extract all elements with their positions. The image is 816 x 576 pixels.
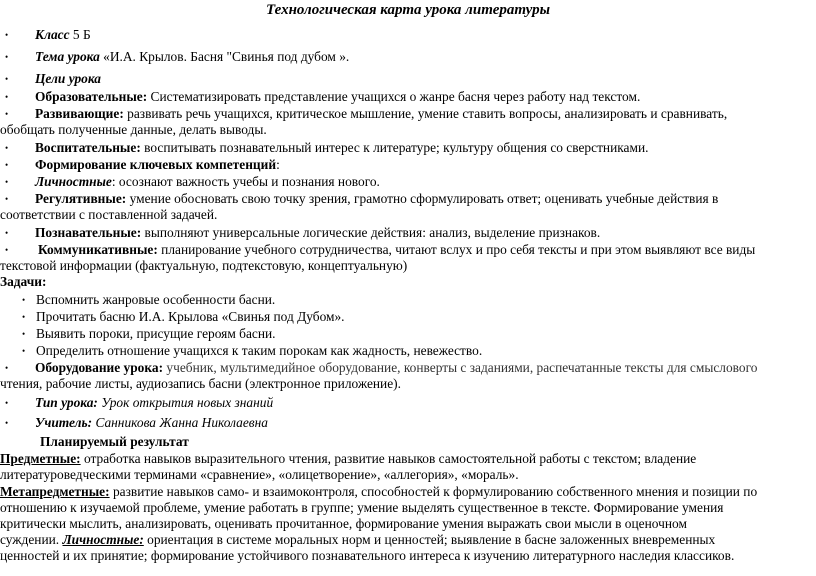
developing-goal: [0, 106, 816, 123]
metasubject-value-5: ценностей и их принятие; формирование устойчивого познавательного интереса к изучению литературного наследия классиков.: [0, 548, 735, 563]
personal-results-label: Личностные:: [62, 532, 144, 547]
metasubject-label: Метапредметные:: [0, 484, 110, 499]
regulative-line: [0, 191, 816, 208]
task-text: Прочитать басню И.А. Крылова «Свинья под Дубом».: [36, 309, 345, 324]
lesson-type-value: Урок открытия новых знаний: [97, 395, 274, 410]
teacher-label: Учитель:: [35, 415, 93, 430]
task-item: [0, 309, 816, 326]
personal-value: : осознают важность учебы и познания нового.: [111, 174, 380, 189]
equipment-value-1: учебник, мультимедийное оборудование, конверты с заданиями, распечатанные тексты для смыслового: [163, 360, 758, 375]
developing-value-2: обобщать полученные данные, делать выводы.: [0, 122, 267, 137]
personal-results-value: ориентация в системе моральных норм и ценностей; выявление в басне заложенных вневременных: [143, 532, 716, 547]
task-item: [0, 292, 816, 309]
teacher-line: [0, 415, 816, 432]
tasks-heading: Задачи:: [0, 274, 47, 289]
educational-value: Систематизировать представление учащихся о жанре басня через работу над текстом.: [147, 89, 641, 104]
bullet-icon: •: [22, 329, 26, 339]
bullet-icon: •: [5, 228, 9, 238]
document-title: Технологическая карта урока литературы: [265, 2, 551, 18]
cognitive-line: [0, 225, 816, 242]
educational-goal: [0, 89, 816, 106]
cognitive-value: выполняют универсальные логические действия: анализ, выделение признаков.: [141, 225, 601, 240]
bullet-icon: •: [5, 143, 9, 153]
lesson-type-line: [0, 395, 816, 412]
subject-value-1: отработка навыков выразительного чтения, развитие навыков самостоятельной работы с текстом; владение: [80, 451, 697, 466]
communicative-value-2: текстовой информации (фактуальную, подтекстовую, концептуальную): [0, 258, 408, 273]
educational-label: Образовательные:: [35, 89, 148, 104]
upbringing-value: воспитывать познавательный интерес к литературе; культуру общения со сверстниками.: [140, 140, 649, 155]
bullet-icon: •: [5, 363, 9, 373]
bullet-icon: •: [5, 74, 9, 84]
task-item: [0, 326, 816, 343]
equipment-value-2: чтения, рабочие листы, аудиозапись басни (электронное приложение).: [0, 376, 401, 391]
goals-label: Цели урока: [35, 71, 101, 86]
bullet-icon: •: [5, 109, 9, 119]
teacher-value: Санникова Жанна Николаевна: [92, 415, 268, 430]
class-value: 5 Б: [69, 27, 91, 42]
communicative-value-1: планирование учебного сотрудничества, читают вслух и про себя тексты и при этом выявляют все виды: [157, 242, 756, 257]
metasubject-results: [0, 484, 812, 501]
equipment-label: Оборудование урока:: [35, 360, 164, 375]
task-text: Вспомнить жанровые особенности басни.: [36, 292, 276, 307]
subject-results: [0, 451, 812, 468]
metasubject-value-3: критически мыслить, анализировать, оценивать прочитанное, формирование умения выражать свои мысли в оценочном: [0, 516, 687, 531]
regulative-value-2: соответствии с поставленной задачей.: [0, 207, 218, 222]
bullet-icon: •: [5, 398, 9, 408]
topic-line: [0, 49, 816, 66]
lesson-type-label: Тип урока:: [35, 395, 98, 410]
cognitive-label: Познавательные:: [35, 225, 142, 240]
communicative-label: Коммуникативные:: [38, 242, 158, 257]
bullet-icon: •: [5, 52, 9, 62]
personal-line: [0, 174, 816, 191]
developing-value-1: развивать речь учащихся, критическое мышление, умение ставить вопросы, анализировать и сравнивать,: [123, 106, 728, 121]
topic-value: «И.А. Крылов. Басня "Свинья под дубом ».: [99, 49, 350, 64]
upbringing-goal: [0, 140, 816, 157]
bullet-icon: •: [22, 312, 26, 322]
regulative-label: Регулятивные:: [35, 191, 127, 206]
metasubject-value-2: отношению к изучаемой проблеме, умение работать в группе; умение выделять существенное в тексте. Формирование умения: [0, 500, 724, 515]
metasubject-value-1: развитие навыков само- и взаимоконтроля, способностей к формулированию собственного мнения и позиции по: [109, 484, 758, 499]
task-text: Выявить пороки, присущие героям басни.: [36, 326, 276, 341]
competences-colon: :: [276, 157, 280, 172]
bullet-icon: •: [5, 418, 9, 428]
bullet-icon: •: [5, 160, 9, 170]
bullet-icon: •: [22, 295, 26, 305]
planned-result-heading: Планируемый результат: [40, 434, 189, 449]
bullet-icon: •: [5, 92, 9, 102]
goals-line: [0, 71, 816, 88]
upbringing-label: Воспитательные:: [35, 140, 141, 155]
bullet-icon: •: [22, 346, 26, 356]
topic-label: Тема урока: [35, 49, 100, 64]
competences-label: Формирование ключевых компетенций: [35, 157, 277, 172]
competences-line: [0, 157, 816, 174]
task-item: [0, 343, 816, 360]
class-label: Класс: [35, 27, 70, 42]
bullet-icon: •: [5, 245, 9, 255]
subject-label: Предметные:: [0, 451, 81, 466]
developing-label: Развивающие:: [35, 106, 124, 121]
subject-value-2: литературоведческими терминами «сравнение», «олицетворение», «аллегория», «мораль».: [0, 467, 519, 482]
equipment-line: [0, 360, 816, 377]
bullet-icon: •: [5, 177, 9, 187]
bullet-icon: •: [5, 194, 9, 204]
personal-label: Личностные: [35, 174, 112, 189]
task-text: Определить отношение учащихся к таким порокам как жадность, невежество.: [36, 343, 483, 358]
communicative-line: [0, 242, 816, 259]
metasubject-value-4a: суждении.: [0, 532, 63, 547]
regulative-value-1: умение обосновать свою точку зрения, грамотно сформулировать ответ; оценивать учебные действия в: [126, 191, 719, 206]
bullet-icon: •: [5, 30, 9, 40]
metasubject-value-4: [0, 532, 812, 549]
class-line: [0, 27, 816, 44]
